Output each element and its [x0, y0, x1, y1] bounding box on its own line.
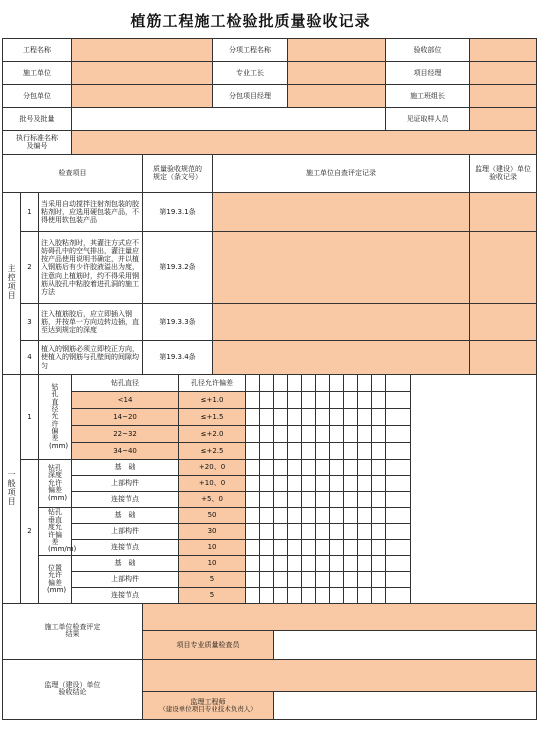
check-cell[interactable] [246, 492, 260, 508]
construction-unit-label: 施工单位 [3, 62, 72, 85]
col-self-check: 施工单位自查评定记录 [213, 155, 470, 193]
check-cell[interactable] [386, 524, 411, 540]
check-cell[interactable] [260, 508, 274, 524]
check-cell[interactable] [330, 524, 344, 540]
check-cell[interactable] [316, 443, 330, 460]
main-item-no: 2 [21, 232, 39, 304]
acceptance-part-label: 验收部位 [386, 39, 470, 62]
tol-b: 5 [179, 588, 246, 604]
main-item-self-check[interactable] [213, 193, 470, 232]
check-cell[interactable] [330, 443, 344, 460]
check-cell[interactable] [358, 392, 372, 409]
tol-b: 30 [179, 524, 246, 540]
check-cell[interactable] [386, 426, 411, 443]
check-cell[interactable] [344, 508, 358, 524]
main-item-self-check[interactable] [213, 304, 470, 341]
check-cell[interactable] [260, 540, 274, 556]
main-item-text: 注入植筋胶后，应立即插入钢筋，并按单一方向边转边插，直至达到规定的深度 [39, 304, 143, 341]
check-cell[interactable] [260, 409, 274, 426]
check-cell[interactable] [302, 409, 316, 426]
check-cell[interactable] [372, 409, 386, 426]
check-cell[interactable] [358, 476, 372, 492]
subcontract-manager-field[interactable] [288, 85, 386, 108]
check-cell[interactable] [344, 540, 358, 556]
check-cell[interactable] [344, 556, 358, 572]
check-cell[interactable] [274, 556, 288, 572]
check-cell[interactable] [358, 588, 372, 604]
construction-unit-field[interactable] [72, 62, 213, 85]
check-cell[interactable] [372, 556, 386, 572]
check-cell[interactable] [372, 588, 386, 604]
supervisor-engineer-signature[interactable] [274, 691, 537, 720]
check-cell[interactable] [260, 524, 274, 540]
check-cell[interactable] [316, 460, 330, 476]
general-self-check-area[interactable] [411, 375, 537, 604]
tol-b: +20、0 [179, 460, 246, 476]
tol-a: 基 础 [72, 460, 179, 476]
main-item-clause: 第19.3.1条 [143, 193, 213, 232]
main-item-text: 注入胶粘剂时，其灌注方式应不妨碍孔中的空气排出，灌注量应按产品使用说明书确定，并以植入钢筋后有少许胶液溢出为度，注意向上植筋时，约不得采用钢筋从胶孔中粘胶着进孔洞的施工方法 [39, 232, 143, 304]
general-items-label [3, 375, 21, 604]
position-group-text: 位置允许偏差(mm) [47, 563, 67, 594]
quality-inspector-label: 项目专业质量检查员 [143, 631, 274, 660]
check-cell[interactable] [246, 409, 260, 426]
construction-result-text: 施工单位检查评定结果 [44, 622, 101, 639]
construction-result-label [3, 604, 143, 660]
check-cell[interactable] [316, 556, 330, 572]
main-item-supervisor[interactable] [470, 341, 537, 375]
check-cell[interactable] [372, 460, 386, 476]
check-cell[interactable] [274, 476, 288, 492]
check-cell[interactable] [274, 524, 288, 540]
check-cell[interactable] [288, 409, 302, 426]
check-cell[interactable] [288, 540, 302, 556]
check-cell[interactable] [260, 392, 274, 409]
check-cell[interactable] [358, 426, 372, 443]
check-cell[interactable] [274, 492, 288, 508]
check-cell[interactable] [386, 556, 411, 572]
main-item-supervisor[interactable] [470, 304, 537, 341]
subcontract-manager-label: 分包项目经理 [213, 85, 288, 108]
check-cell[interactable] [274, 540, 288, 556]
tol-a: 上部构件 [72, 572, 179, 588]
check-cell[interactable] [274, 588, 288, 604]
check-cell[interactable] [358, 540, 372, 556]
tol-b: +5、0 [179, 492, 246, 508]
check-cell[interactable] [344, 443, 358, 460]
check-cell[interactable] [386, 476, 411, 492]
check-cell[interactable] [358, 524, 372, 540]
professional-foreman-label: 专业工长 [213, 62, 288, 85]
supervisor-conclusion-label [3, 659, 143, 720]
tol-a: 连接节点 [72, 540, 179, 556]
check-cell[interactable] [358, 556, 372, 572]
check-cell[interactable] [358, 460, 372, 476]
check-cell[interactable] [260, 443, 274, 460]
hole-diameter-col-a: 钻孔直径 [72, 375, 179, 392]
project-manager-field[interactable] [470, 62, 537, 85]
check-cell[interactable] [344, 375, 358, 392]
verticality-group-text: 钻孔垂直度允许偏差(mm/m) [48, 508, 77, 554]
check-cell[interactable] [246, 476, 260, 492]
check-cell[interactable] [288, 392, 302, 409]
hole-diameter-group [39, 375, 72, 460]
check-cell[interactable] [274, 508, 288, 524]
check-cell[interactable] [358, 572, 372, 588]
check-cell[interactable] [288, 588, 302, 604]
supervisor-engineer-label [143, 691, 274, 720]
check-cell[interactable] [246, 540, 260, 556]
check-cell[interactable] [274, 375, 288, 392]
main-item-clause: 第19.3.3条 [143, 304, 213, 341]
check-cell[interactable] [316, 540, 330, 556]
standard-label-text: 执行标准名称及编号 [16, 134, 59, 150]
check-cell[interactable] [246, 556, 260, 572]
check-cell[interactable] [386, 443, 411, 460]
tol-b: 10 [179, 540, 246, 556]
check-cell[interactable] [386, 392, 411, 409]
check-cell[interactable] [288, 524, 302, 540]
check-cell[interactable] [344, 460, 358, 476]
main-item-text: 当采用自动搅拌注射剂包装的胶粘剂时，应选用硬包装产品，不得使用软包装产品 [39, 193, 143, 232]
check-cell[interactable] [358, 508, 372, 524]
check-cell[interactable] [344, 588, 358, 604]
check-cell[interactable] [246, 375, 260, 392]
supervisor-engineer-title: 监理工程师 [190, 697, 226, 706]
check-cell[interactable] [386, 588, 411, 604]
check-cell[interactable] [316, 508, 330, 524]
col-supervisor-text: 监理（建设）单位验收记录 [475, 165, 532, 181]
check-cell[interactable] [288, 492, 302, 508]
check-cell[interactable] [302, 375, 316, 392]
check-cell[interactable] [316, 409, 330, 426]
verticality-group [39, 508, 77, 556]
check-cell[interactable] [330, 588, 344, 604]
check-cell[interactable] [372, 572, 386, 588]
main-item-no: 4 [21, 341, 39, 375]
hole-depth-group-text: 钻孔深度允许偏差(mm) [48, 464, 68, 502]
supervisor-conclusion-field[interactable] [143, 659, 537, 691]
main-item-supervisor[interactable] [470, 232, 537, 304]
main-item-self-check[interactable] [213, 232, 470, 304]
hole-diameter-col-b: 孔径允许偏差 [179, 375, 246, 392]
check-cell[interactable] [288, 572, 302, 588]
tol-a: 22~32 [72, 426, 179, 443]
check-cell[interactable] [330, 492, 344, 508]
check-cell[interactable] [274, 426, 288, 443]
subcontract-unit-label: 分包单位 [3, 85, 72, 108]
witness-sampler-label: 见证取样人员 [386, 108, 470, 131]
check-cell[interactable] [274, 572, 288, 588]
tol-b: ≤+1.5 [179, 409, 246, 426]
check-cell[interactable] [358, 375, 372, 392]
check-cell[interactable] [386, 508, 411, 524]
col-inspection-item: 检查项目 [3, 155, 143, 193]
check-cell[interactable] [302, 508, 316, 524]
check-cell[interactable] [330, 460, 344, 476]
quality-inspector-signature[interactable] [274, 631, 537, 660]
check-cell[interactable] [302, 443, 316, 460]
tol-a: 上部构件 [72, 476, 179, 492]
check-cell[interactable] [288, 460, 302, 476]
standard-label [3, 131, 72, 155]
professional-foreman-field[interactable] [288, 62, 386, 85]
check-cell[interactable] [288, 556, 302, 572]
check-cell[interactable] [260, 426, 274, 443]
check-cell[interactable] [288, 375, 302, 392]
check-cell[interactable] [316, 492, 330, 508]
standard-field[interactable] [72, 131, 537, 155]
main-control-label [3, 193, 21, 375]
acceptance-part-field[interactable] [470, 39, 537, 62]
check-cell[interactable] [288, 476, 302, 492]
project-name-label: 工程名称 [3, 39, 72, 62]
check-cell[interactable] [344, 409, 358, 426]
sub-project-field[interactable] [288, 39, 386, 62]
check-cell[interactable] [302, 524, 316, 540]
check-cell[interactable] [302, 476, 316, 492]
check-cell[interactable] [260, 460, 274, 476]
check-cell[interactable] [344, 426, 358, 443]
acceptance-form [2, 38, 537, 720]
batch-no-field[interactable] [72, 108, 386, 131]
check-cell[interactable] [358, 409, 372, 426]
tol-a: <14 [72, 392, 179, 409]
general-items-label-text: 一般项目 [7, 469, 17, 506]
tol-a: 34~40 [72, 443, 179, 460]
check-cell[interactable] [330, 508, 344, 524]
general-item-no: 2 [21, 460, 39, 604]
check-cell[interactable] [260, 572, 274, 588]
check-cell[interactable] [274, 392, 288, 409]
check-cell[interactable] [274, 443, 288, 460]
check-cell[interactable] [302, 460, 316, 476]
check-cell[interactable] [330, 409, 344, 426]
check-cell[interactable] [288, 426, 302, 443]
check-cell[interactable] [330, 392, 344, 409]
check-cell[interactable] [330, 476, 344, 492]
check-cell[interactable] [302, 392, 316, 409]
check-cell[interactable] [288, 443, 302, 460]
main-item-supervisor[interactable] [470, 193, 537, 232]
check-cell[interactable] [260, 476, 274, 492]
main-item-no: 3 [21, 304, 39, 341]
check-cell[interactable] [274, 460, 288, 476]
tol-b: ≤+2.0 [179, 426, 246, 443]
batch-no-label: 批号及批量 [3, 108, 72, 131]
check-cell[interactable] [330, 540, 344, 556]
general-item-no: 1 [21, 375, 39, 460]
check-cell[interactable] [302, 556, 316, 572]
check-cell[interactable] [302, 492, 316, 508]
check-cell[interactable] [316, 524, 330, 540]
check-cell[interactable] [330, 572, 344, 588]
check-cell[interactable] [372, 375, 386, 392]
check-cell[interactable] [330, 556, 344, 572]
check-cell[interactable] [316, 375, 330, 392]
check-cell[interactable] [372, 443, 386, 460]
check-cell[interactable] [260, 492, 274, 508]
tol-a: 基 础 [72, 508, 179, 524]
check-cell[interactable] [330, 375, 344, 392]
main-item-clause: 第19.3.2条 [143, 232, 213, 304]
check-cell[interactable] [302, 426, 316, 443]
check-cell[interactable] [330, 426, 344, 443]
check-cell[interactable] [386, 492, 411, 508]
check-cell[interactable] [344, 492, 358, 508]
team-leader-label: 施工班组长 [386, 85, 470, 108]
col-supervisor [470, 155, 537, 193]
project-manager-label: 项目经理 [386, 62, 470, 85]
check-cell[interactable] [344, 524, 358, 540]
check-cell[interactable] [344, 476, 358, 492]
check-cell[interactable] [246, 443, 260, 460]
team-leader-field[interactable] [470, 85, 537, 108]
check-cell[interactable] [302, 588, 316, 604]
page-title: 植筋工程施工检验批质量验收记录 [130, 12, 371, 30]
tol-b: ≤+2.5 [179, 443, 246, 460]
tol-a: 基 础 [72, 556, 179, 572]
check-cell[interactable] [372, 524, 386, 540]
tol-b: 50 [179, 508, 246, 524]
check-cell[interactable] [274, 409, 288, 426]
tol-a: 14~20 [72, 409, 179, 426]
tol-b: +10、0 [179, 476, 246, 492]
check-cell[interactable] [344, 392, 358, 409]
check-cell[interactable] [358, 443, 372, 460]
check-cell[interactable] [372, 508, 386, 524]
witness-sampler-field[interactable] [470, 108, 537, 131]
check-cell[interactable] [260, 588, 274, 604]
check-cell[interactable] [246, 572, 260, 588]
main-item-no: 1 [21, 193, 39, 232]
check-cell[interactable] [358, 492, 372, 508]
hole-depth-group [39, 460, 72, 508]
main-item-clause: 第19.3.4条 [143, 341, 213, 375]
supervisor-conclusion-text: 监理（建设）单位验收结论 [44, 681, 101, 697]
check-cell[interactable] [316, 588, 330, 604]
check-cell[interactable] [316, 476, 330, 492]
check-cell[interactable] [302, 540, 316, 556]
check-cell[interactable] [246, 392, 260, 409]
check-cell[interactable] [260, 556, 274, 572]
check-cell[interactable] [344, 572, 358, 588]
check-cell[interactable] [386, 409, 411, 426]
tol-a: 上部构件 [72, 524, 179, 540]
col-spec [143, 155, 213, 193]
check-cell[interactable] [246, 426, 260, 443]
check-cell[interactable] [386, 375, 411, 392]
tol-b: ≤+1.0 [179, 392, 246, 409]
check-cell[interactable] [372, 392, 386, 409]
check-cell[interactable] [246, 524, 260, 540]
position-group [39, 556, 72, 604]
check-cell[interactable] [386, 460, 411, 476]
subcontract-unit-field[interactable] [72, 85, 213, 108]
check-cell[interactable] [246, 588, 260, 604]
project-name-field[interactable] [72, 39, 213, 62]
hole-diameter-group-text: 钻孔直径允许偏差(mm) [49, 382, 69, 450]
tol-a: 连接节点 [72, 492, 179, 508]
check-cell[interactable] [316, 426, 330, 443]
check-cell[interactable] [372, 476, 386, 492]
col-spec-text: 质量验收规范的规定（条文号） [153, 165, 203, 181]
sub-project-label: 分项工程名称 [213, 39, 288, 62]
check-cell[interactable] [386, 540, 411, 556]
check-cell[interactable] [246, 508, 260, 524]
main-item-text: 植入的钢筋必须立即校正方向，使植入的钢筋与孔壁间的间隙均匀 [39, 341, 143, 375]
tol-b: 10 [179, 556, 246, 572]
main-item-self-check[interactable] [213, 341, 470, 375]
main-control-label-text: 主控项目 [7, 264, 17, 301]
check-cell[interactable] [302, 572, 316, 588]
tol-b: 5 [179, 572, 246, 588]
supervisor-engineer-sub: （建设单位项目专业技术负责人） [159, 704, 257, 713]
check-cell[interactable] [372, 540, 386, 556]
check-cell[interactable] [316, 392, 330, 409]
check-cell[interactable] [372, 492, 386, 508]
check-cell[interactable] [288, 508, 302, 524]
check-cell[interactable] [316, 572, 330, 588]
check-cell[interactable] [372, 426, 386, 443]
tol-a: 连接节点 [72, 588, 179, 604]
check-cell[interactable] [386, 572, 411, 588]
check-cell[interactable] [246, 460, 260, 476]
check-cell[interactable] [260, 375, 274, 392]
construction-result-field[interactable] [143, 604, 537, 631]
